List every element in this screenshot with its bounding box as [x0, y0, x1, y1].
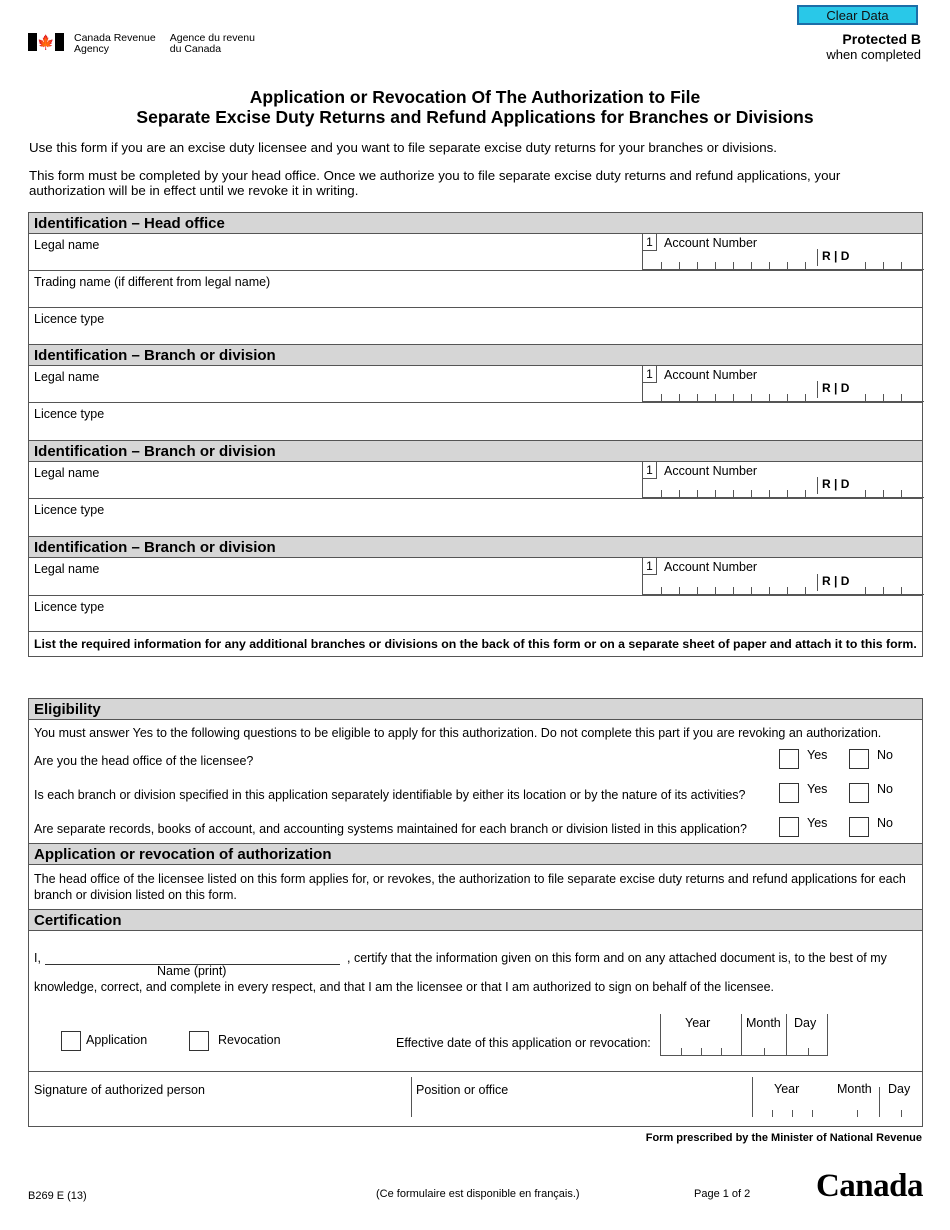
agency-name-fr [170, 33, 255, 55]
agency-fr-line2: du Canada [169, 43, 222, 55]
eligibility-certification-sections [28, 698, 923, 1127]
q2-no-label: No [877, 782, 893, 796]
agency-name-en [74, 33, 156, 55]
legal-name-label: Legal name [34, 370, 100, 384]
page-number: Page 1 of 2 [694, 1188, 751, 1200]
certify-i: I, [34, 951, 41, 965]
d-code: D [840, 574, 850, 588]
divider [29, 1071, 922, 1072]
account-ticks [643, 488, 924, 498]
form-code: B269 E (13) [28, 1190, 87, 1202]
d-code: D [840, 381, 850, 395]
intro-paragraph-2: This form must be completed by your head office. Once we authorize you to file separate excise duty returns and refund applications, your authorization will be in effect until we revoke it in writing. [29, 168, 841, 198]
protected-label [826, 32, 921, 62]
question-1-text: Are you the head office of the licensee? [34, 754, 254, 768]
head-office-header: Identification – Head office [29, 213, 922, 234]
q3-no-checkbox[interactable] [849, 817, 869, 837]
legal-name-label: Legal name [34, 238, 100, 252]
signature-label: Signature of authorized person [34, 1083, 205, 1097]
position-label: Position or office [416, 1083, 509, 1097]
agency-logo [28, 33, 255, 55]
branch-1-legal-name-row [29, 366, 922, 403]
r-code: R [822, 249, 831, 263]
additional-branches-note: List the required information for any additional branches or divisions on the back of this form or on a separate sheet of paper and attach it to this form. [34, 637, 917, 651]
signature-row [29, 1077, 922, 1117]
divider [411, 1077, 412, 1117]
eligibility-question-2 [29, 776, 922, 810]
account-number-field[interactable] [642, 366, 924, 402]
account-ticks [643, 392, 924, 402]
q2-yes-label: Yes [807, 782, 828, 796]
q2-yes-checkbox[interactable] [779, 783, 799, 803]
day-label: Day [794, 1016, 817, 1030]
question-3-text: Are separate records, books of account, and accounting systems maintained for each branch or division listed in this application? [34, 822, 747, 836]
eligibility-header: Eligibility [29, 699, 922, 720]
sig-year-label: Year [774, 1082, 800, 1096]
canada-flag-icon [28, 33, 64, 51]
protected-b: Protected B [842, 31, 921, 47]
prescribed-text: Form prescribed by the Minister of National Revenue [645, 1132, 922, 1144]
account-number-label: Account Number [664, 368, 758, 382]
q1-yes-label: Yes [807, 748, 828, 762]
box-number: 1 [643, 234, 657, 251]
revocation-label: Revocation [218, 1033, 281, 1047]
eligibility-question-1 [29, 742, 922, 776]
branch-2-licence-row[interactable] [29, 499, 922, 537]
account-number-label: Account Number [664, 236, 758, 250]
r-code: R [822, 574, 831, 588]
box-number: 1 [643, 462, 657, 479]
rd-program-code: R | D [817, 574, 849, 591]
agency-en-line2: Agency [74, 43, 110, 55]
certify-text-2: knowledge, correct, and complete in every respect, and that I am the licensee or that I am authorized to sign on behalf of the licensee. [34, 980, 775, 994]
q1-yes-checkbox[interactable] [779, 749, 799, 769]
title-line1: Application or Revocation Of The Authorization to File [249, 87, 701, 107]
sig-month-label: Month [837, 1082, 872, 1096]
identification-sections [28, 212, 923, 657]
rd-program-code: R | D [817, 477, 849, 494]
agency-en-line1: Canada Revenue [74, 32, 156, 44]
d-code: D [840, 249, 850, 263]
account-ticks [643, 260, 924, 270]
intro-paragraph-1: Use this form if you are an excise duty licensee and you want to file separate excise duty returns for your branches or divisions. [29, 140, 777, 155]
application-checkbox[interactable] [61, 1031, 81, 1051]
rd-program-code: R | D [817, 381, 849, 398]
q2-no-checkbox[interactable] [849, 783, 869, 803]
branch-1-header: Identification – Branch or division [29, 345, 922, 366]
form-title [0, 87, 950, 127]
application-text: The head office of the licensee listed on this form applies for, or revokes, the authorization to file separate excise duty returns and refund applications for each branch or division listed on this form. [29, 865, 922, 910]
d-code: D [840, 477, 850, 491]
licence-type-label: Licence type [34, 407, 105, 421]
box-number: 1 [643, 558, 657, 575]
branch-3-header: Identification – Branch or division [29, 537, 922, 558]
divider [786, 1014, 787, 1055]
maple-leaf-icon: 🍁 [37, 34, 55, 50]
account-ticks [643, 585, 924, 595]
title-line2: Separate Excise Duty Returns and Refund Applications for Branches or Divisions [136, 107, 814, 127]
account-number-label: Account Number [664, 560, 758, 574]
agency-fr-line1: Agence du revenu [169, 32, 255, 44]
head-office-legal-name-row [29, 234, 922, 271]
trading-name-row[interactable] [29, 271, 922, 308]
branch-1-licence-row[interactable] [29, 403, 922, 441]
account-number-field[interactable] [642, 462, 924, 498]
effective-date-label: Effective date of this application or revocation: [396, 1036, 651, 1050]
rd-program-code: R | D [817, 249, 849, 266]
revocation-checkbox[interactable] [189, 1031, 209, 1051]
application-label: Application [86, 1033, 148, 1047]
branch-2-header: Identification – Branch or division [29, 441, 922, 462]
question-2-text: Is each branch or division specified in this application separately identifiable by either its location or by the nature of its activities? [34, 788, 746, 802]
licence-type-label: Licence type [34, 312, 105, 326]
divider [752, 1077, 753, 1117]
clear-data-button[interactable]: Clear Data [797, 5, 918, 25]
protected-sub: when completed [826, 47, 921, 62]
branch-3-licence-row[interactable] [29, 596, 922, 632]
r-code: R [822, 477, 831, 491]
certify-text-1: , certify that the information given on this form and on any attached document is, to the best of my [347, 951, 887, 965]
legal-name-label: Legal name [34, 466, 100, 480]
eligibility-question-3 [29, 810, 922, 844]
branch-3-legal-name-row [29, 558, 922, 596]
canada-wordmark: Canada [815, 1168, 923, 1204]
effective-date-field[interactable] [660, 1014, 828, 1056]
box-number: 1 [643, 366, 657, 383]
q1-no-label: No [877, 748, 893, 762]
certification-header: Certification [29, 910, 922, 931]
year-label: Year [685, 1016, 711, 1030]
sig-day-label: Day [888, 1082, 911, 1096]
month-label: Month [746, 1016, 781, 1030]
account-number-label: Account Number [664, 464, 758, 478]
q1-no-checkbox[interactable] [849, 749, 869, 769]
head-office-licence-row[interactable] [29, 308, 922, 345]
certification-body [29, 931, 922, 1077]
licence-type-label: Licence type [34, 503, 105, 517]
french-availability: (Ce formulaire est disponible en français.) [376, 1188, 580, 1200]
legal-name-label: Legal name [34, 562, 100, 576]
q3-no-label: No [877, 816, 893, 830]
q3-yes-label: Yes [807, 816, 828, 830]
account-number-field[interactable] [642, 558, 924, 595]
branch-2-legal-name-row [29, 462, 922, 499]
licence-type-label: Licence type [34, 600, 105, 614]
divider [741, 1014, 742, 1055]
divider [879, 1087, 880, 1117]
q3-yes-checkbox[interactable] [779, 817, 799, 837]
account-number-field[interactable] [642, 234, 924, 270]
r-code: R [822, 381, 831, 395]
trading-name-label: Trading name (if different from legal name) [34, 275, 271, 289]
name-print-label: Name (print) [157, 964, 227, 978]
application-header: Application or revocation of authorization [29, 844, 922, 865]
eligibility-intro: You must answer Yes to the following questions to be eligible to apply for this authorization. Do not complete this part if you are revoking an authorization. [34, 726, 882, 740]
